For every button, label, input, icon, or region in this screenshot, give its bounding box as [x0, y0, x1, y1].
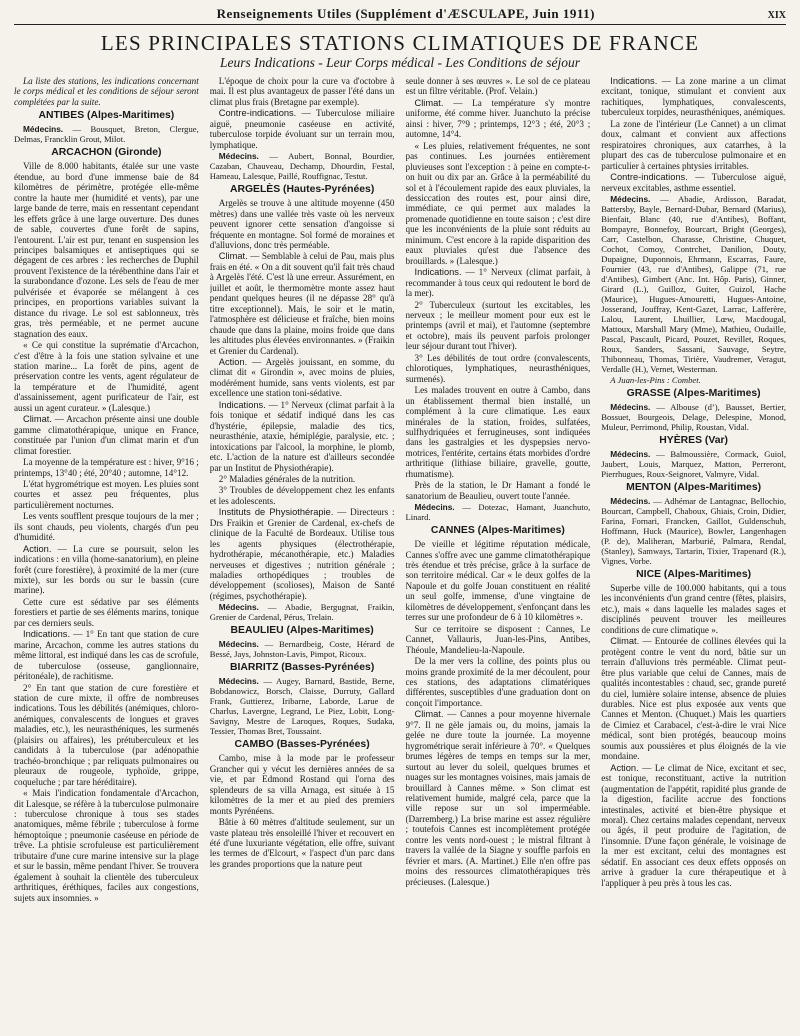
medecins-label: Médecins. [610, 401, 651, 412]
paragraph: Les vents soufflent presque toujours de la mer ; ils sont chauds, peu violents, chargés d'un peu d'humidité. [14, 511, 199, 543]
column-2 [210, 76, 395, 1028]
station-title-hyeres: HYÈRES (Var) [659, 434, 728, 446]
cambo-doctors [406, 502, 591, 522]
paragraph-text: — 1° Nerveux (climat parfait, à recommander à tous ceux qui redoutent le bord de la mer). [405, 267, 591, 299]
paragraph: 2° Maladies générales de la nutrition. [218, 473, 356, 484]
cannes-doctors [601, 194, 786, 374]
station-title-biarritz: BIARRITZ (Basses-Pyrénées) [229, 662, 375, 674]
paragraph: Argelès se trouve à une altitude moyenne (450 mètres) dans une vallée très vaste où les nerveux peuvent ignorer cette sensation d'angoisse si fréquente en montagne. Sol formé de moraines et d'alluvions, donc très perméable. [209, 198, 395, 250]
medecins-label: Médecins. [218, 639, 259, 650]
paragraph: « Ce qui constitue la suprématie d'Arcachon, c'est d'être à la fois une station sylvaine et une station marine... La forêt de pins, agent de préservation contre les vents, agent régulateur de la température et de l'humidité, agent d'assainissement, agent purificateur de l'air, est aussi un agent curateur. » (Lalesque.) [14, 340, 199, 413]
section-label: Action. [23, 543, 52, 554]
paragraph: Cette cure est sédative par ses éléments forestiers et partie de ses éléments marins, tonique par ces derniers seuls. [14, 596, 199, 628]
section-label: Contre-indications. [218, 108, 297, 119]
paragraph-text: — Cannes a pour moyenne hivernale 9°7. Il ne gèle jamais ou, du moins, jamais la gelée ne dure toute la journée. La moyenne hygrométrique serait inférieure à 70°. « Quelques brumes légères de temps en temps sur la mer, surtout au lever du soleil, quelques brumes et nuages sur les montagnes voisines, mais jamais de brouillard à Cannes même. » Son climat est relativement humide, malgré cela, parce que la ville repose sur un sol imperméable. (Darremberg.) La brise marine est assez régulière ; toutefois Cannes est incomplètement protégée contre les vents nord-ouest ; le mistral filtrant à travers la vallée de la Siagne y souffle parfois en février et mars. (A. Martinet.) Elle n'en offre pas moins des ressources climatothérapiques très précieuses. (Lalesque.) [405, 709, 591, 887]
action-section [14, 544, 199, 596]
paragraph: L'époque de choix pour la cure va d'octobre à mai. Il est plus avantageux de passer l'été dans un climat plus frais (Bretagne par exemple). [209, 76, 395, 107]
juan-les-pins-note: A Juan-les-Pins : Combet. [610, 374, 701, 385]
doctor-list: — Bousquet, Breton, Clergue, Delmas, Francklin Grout, Milot. [14, 124, 199, 145]
paragraph: Cambo, mise à la mode par le professeur Grancher qui y vécut les dernières années de sa vie, et par Edmond Rostand qui l'orna des splendeurs de sa villa Arnaga, est située à 15 kilomètres de la mer et au pied des premiers monts Pyrénéens. [209, 753, 395, 816]
doctor-list: — Augey, Barnard, Bastide, Berne, Bobdanowicz, Borsch, Claisse, Durruty, Gallard Frank, Guttierez, Iribarne, Laborde, Larue de Charlus, Lavergne, Legrand, Le Piez, Lobit, Long-Savigny, Mestre de Laroques, Roques, Sudaka, Tessier, Thomas Bret, Toussaint. [209, 676, 395, 737]
paragraph: La moyenne de la température est : hiver, 9°16 ; printemps, 13°40 ; été, 20°40 ; automne, 14°12. [14, 457, 199, 478]
medecins-label: Médecins. [610, 193, 651, 204]
running-header [14, 6, 786, 25]
paragraph: Sur ce territoire se disposent : Cannes, Le Cannet, Vallauris, Juan-les-Pins, Antibes, Théoule, Mandelieu-la-Napoule. [405, 623, 591, 655]
menton-doctors [601, 496, 786, 566]
contre-indications-section [210, 108, 395, 150]
paragraph: Près de la station, le Dr Hamant a fondé le sanatorium de Beaulieu, ouvert toute l'année. [405, 480, 591, 501]
indications-section [14, 629, 199, 681]
section-label: Climat. [414, 709, 444, 720]
doctor-list: — Abadie, Ardisson, Baradat, Battersby, Bayle, Bernard-Dubar, Bernard (Marius), Bienfait, Blanc (40, rue d'Antibes), Boffant, Bompayre, Bonnefoy, Bourcart, Bright (Georges), Carr, Castelbon, Charasse, Christine, Chuquet, Cochot, Comoy, Contrchet, Danilion, Douty, Dupaigne, Duponnois, Ehrmann, Escarras, Faure, Fournier (43, rue d'Antibes), Galippe (71, rue d'Antibes), Gimbert (Anc. Int. Hôp. Paris), Ginner, Girard (L.), Guilloz, Guiter, Guizol, Hache (Maurice), Hugues-Amouretti, Hugues-Antoine, Josserand, Jouffray, Kent-Gazet, Larrac, Lafferère, Lalou, Laurent, Lhuillier, Lœw, Macdougal, Mattoux, Marshall Mary (Mme), Mathieu, Oudaille, Pascal, Pascault, Picard, Pouzet, Revillet, Roques, Roux, Sanders, Sassani, Sauvage, Seytre, Thibonneau, Thomas, Tirière, Vaudremer, Veragut, Verdalle (H.), Vernet, Westerman. [601, 193, 786, 374]
medecins-label: Médecins. [610, 495, 651, 506]
paragraph: Ville de 8.000 habitants, étalée sur une vaste étendue, au bord d'une immense baie de 84 kilomètres de périmètre, protégée elle-même contre la haute mer (humidité et vents), par une large bande de terre, mais en ressentant cependant les effets grâce à une large ouverture. Des dunes de sable, couvertes d'une forêt de sapins, l'entourent. L'air est pur, tenant en suspension les principes balsamiques et antiseptiques qui se dégagent de ces arbres : les recherches de Duphil prouvent l'existence de la térébenthine dans l'air et la surabondance d'ozone. Les sels de l'eau de mer pulvérisée et évaporée se mélangent à ces principes, en proportions variables suivant la distance du rivage. Le sol est sablonneux, très gras, très perméable, et ne permet aucune stagnation des eaux. [14, 161, 199, 339]
paragraph: « Les pluies, relativement fréquentes, ne sont pas continues. Les journées entièrement pluvieuses sont l'exception : à peine en compte-t-on huit ou dix par an. Grâce à la perméabilité du sol et à l'écoulement rapide des eaux pluviales, la dessiccation des routes est, pour ainsi dire, immédiate, ce qui permet aux malades la promenade quotidienne en toute saison ; c'est dire que les inconvénients de la pluie sont réduits au minimum. C'est encore à la rapide disparition des eaux pluviales qu'est due l'absence des brouillards. » (Lalesque.) [405, 140, 591, 266]
running-title: Renseignements Utiles (Supplément d'ÆSCULAPE, Juin 1911) [216, 6, 595, 21]
columns [14, 76, 786, 1028]
paragraph-text: — La cure se poursuit, selon les indications : en villa (home-sanatorium), en pleine forêt (cure forestière), à proximité de la mer (cure mixte), sur les bords ou sur le bassin (cure marine). [14, 543, 199, 596]
section-label: Indications. [414, 267, 462, 278]
station-title-argeles: ARGELÈS (Hautes-Pyrénées) [229, 184, 375, 196]
doctor-list: — Dotezac, Hamant, Juanchuto, Linard. [405, 502, 591, 523]
climat-section [406, 98, 591, 140]
section-label: Action. [218, 356, 248, 367]
medecins-label: Médecins. [218, 676, 259, 687]
page-title: LES PRINCIPALES STATIONS CLIMATIQUES DE FRANCE [100, 31, 700, 55]
intro-note: La liste des stations, les indications concernant le corps médical et les conditions de séjour seront complétées par la suite. [14, 76, 199, 107]
action-section [601, 763, 786, 888]
paragraph-text: — 1° En tant que station de cure marine, Arcachon, comme les autres stations du même littoral, est indiqué dans les cas de scrofule, de tuberculose (osseuse, ganglionnaire, péritonéale), de rachitisme. [14, 629, 199, 682]
station-title-arcachon: ARCACHON (Gironde) [51, 147, 162, 159]
station-title-nice: NICE (Alpes-Maritimes) [636, 568, 752, 580]
paragraph: La zone de l'intérieur (Le Cannet) a un climat doux, calmant et convient aux affections respiratoires chroniques, aux catarrhes, à la plupart des cas de tuberculose pulmonaire et en particulier à certaines phtysies irritables. [601, 118, 786, 171]
hyeres-doctors [601, 449, 786, 479]
section-label: Instituts de Physiothérapie. [218, 507, 334, 518]
paragraph: Les malades trouvent en outre à Cambo, dans un établissement thermal bien installé, un complément à la cure climatique. Les eaux minérales de la station, froides, sulfatées, sulfhydriquées et ferrugineuses, sont indiquées dans les gastralgies et les dyspepsies nervo-motrices, l'entérite, certains états morbides d'ordre arthritique (lithiase biliaire, gravelle, goutte, rhumatisme). [405, 385, 591, 479]
section-label: Contre-indications. [610, 172, 688, 183]
contre-indications-section [601, 172, 786, 193]
climat-section [601, 636, 786, 761]
station-title-menton: MENTON (Alpes-Maritimes) [626, 481, 762, 493]
doctor-list: — Bernardbeig, Coste, Hérard de Bessé, Jays, Johnston-Lavis, Pimpot, Ricoux. [209, 639, 395, 660]
climat-section [406, 709, 591, 887]
indications-section [601, 76, 786, 118]
section-label: Climat. [414, 97, 444, 108]
paragraph: Superbe ville de 100.000 habitants, qui a tous les inconvénients d'un grand centre (fêtes, plaisirs, etc.), mais « dans laquelle les malades sages et disciplinés peuvent trouver les meilleures conditions de cure climatique ». [601, 582, 786, 635]
paragraph-text: — Le climat de Nice, excitant et sec, est tonique, reconstituant, active la nutrition (augmentation de l'appétit, rapidité plus grande de la digestion, facilite accrue des fonctions intestinales, activité et bien-être physique et moral). Chez certains malades cependant, nerveux ou âgés, il peut produire de l'agitation, de l'insomnie. D'une façon générale, le voisinage de la mer est excitant, celui des montagnes est sédatif. En associant ces deux effets opposés on arrive à graduer la cure thérapeutique et à l'appliquer à peu près à tous les cas. [601, 762, 786, 888]
indications-section [210, 400, 395, 473]
section-label: Indications. [218, 399, 266, 410]
doctor-list: — Balmoussière, Cormack, Guiol, Jaubert, Louis, Marquez, Matton, Perreront, Pierrhugues, Roux-Seignoret, Valmyre, Vidal. [601, 448, 786, 479]
medecins-label: Médecins. [218, 602, 259, 613]
paragraph: 2° Tuberculeux (surtout les excitables, les nerveux ; le meilleur moment pour eux est le printemps (avril et mai), et l'automne (septembre et octobre), mais ils peuvent parfois prolonger leur séjour durant tout l'hiver). [405, 299, 591, 352]
station-title-antibes: ANTIBES (Alpes-Maritimes) [38, 110, 175, 122]
antibes-doctors [14, 124, 199, 144]
institut-section [210, 507, 395, 601]
station-title-beaulieu: BEAULIEU (Alpes-Maritimes) [230, 625, 374, 637]
paragraph: 3° Les débilités de tout ordre (convalescents, chlorotiques, lymphatiques, neurasthéniques, surmenés). [405, 352, 591, 384]
medecins-label: Médecins. [23, 124, 64, 135]
section-label: Climat. [218, 251, 248, 262]
station-title-grasse: GRASSE (Alpes-Maritimes) [626, 387, 761, 399]
paragraph: « Mais l'indication fondamentale d'Arcachon, dit Lalesque, se réfère à la tuberculose pulmonaire : tuberculose chronique à tous ses stades anatomiques, même fébrile ; tuberculose à forme hémoptoïque ; pneumonie caséeuse en période de trêve. La phtisie scrofuleuse est particulièrement tributaire d'une cure marine intensive sur la plage et sur le bassin, même pendant l'hiver. Se trouvera également à souhait la clientèle des tuberculeux arthritiques, éréthiques, faciles aux congestions, sujets aux insomnies. » [14, 788, 199, 903]
paragraph-text: — 1° Nerveux (climat parfait à la fois tonique et sédatif indiqué dans les cas d'hystérie, épilepsie, maladie des tics, neurasthénie, ataxie, hémiplégie, paralysie, etc. ; intoxications par l'alcool, la morphine, le plomb, etc. L'action de la nature est d'ailleurs secondée par un Institut de Physiothérapie). [209, 399, 395, 473]
argeles-doctors [210, 602, 395, 622]
arcachon-doctors [210, 151, 395, 181]
paragraph-text: — La zone marine a un climat excitant, tonique, stimulant et convient aux rachitiques, lymphatiques, convalescents, tuberculeux torpides, neurasthéniques, anémiques. [601, 76, 786, 118]
paragraph-text: — Directeurs : Drs Fraikin et Grenier de Cardenal, ex-chefs de clinique de la Faculté de Bordeaux. Utilise tous les agents physiques (électrothérapie, hydrothérapie, mécanothérapie, etc.) Maladies nerveuses et digestives ; nutrition générale ; maladies orthopédiques ; troubles de développement (scolioses), Maison de Santé (régimes, psychothérapie). [209, 507, 395, 601]
column-3 [406, 76, 591, 1028]
section-label: Climat. [610, 636, 640, 647]
paragraph: L'état hygrométrique est moyen. Les pluies sont courtes et assez peu fréquentes, plus particulièrement nocturnes. [14, 478, 199, 510]
section-label: Climat. [23, 414, 52, 425]
section-label: Indications. [610, 76, 658, 86]
section-label: Action. [610, 762, 639, 773]
paragraph-text: — Argelès jouissant, en somme, du climat dit « Girondin », avec moins de pluies, modérément humide, sans vents violents, est par excellence une station toni-sédative. [209, 356, 395, 399]
page-number: XIX [767, 10, 786, 21]
page-subtitle: Leurs Indications - Leur Corps médical - Les Conditions de séjour [220, 55, 580, 70]
paragraph-text: — La température s'y montre uniforme, été comme hiver. Juanchuto la précise ainsi : hiver, 7°9 ; printemps, 12°3 ; été, 20°3 ; automne, 14°4. [405, 97, 591, 140]
paragraph-text: — Entourée de collines élevées qui la protègent contre le vent du nord, bâtie sur un terrain d'alluvions très perméable. Climat peut-être plus variable que celui de Cannes, mais de qualités incontestables : chaud, sec, grande pureté du ciel, lumière solaire intense, absence de pluies durables. Nice est plus exposée aux vents que Cannes et Menton. (Chuquet.) Mais les quartiers de Cimiez et Carabacel, c'est-à-dire le vrai Nice médical, sont bien protégés, beaucoup moins soumis aux poussières et plus éloignés de la vie mondaine. [601, 636, 786, 762]
paragraph-text: — Arcachon présente ainsi une double gamme climatothérapique, unique en France, constituée par l'union d'un climat marin et d'un climat forestier. [14, 414, 199, 456]
action-section [210, 357, 395, 399]
paragraph: Bâtie à 60 mètres d'altitude seulement, sur un vaste plateau très ensoleillé l'hiver et recouvert en été d'une luxuriante végétation, elle offre, suivant les termes de d'Elcourt, « l'aspect d'un parc dans les grandes proportions que la nature peut [209, 817, 395, 869]
column-4 [601, 76, 786, 1028]
column-1 [14, 76, 199, 1028]
paragraph-text: — Tuberculose miliaire aiguë, pneumonie caséeuse en activité, tuberculose torpide évoluant sur un terrain mou, lymphatique. [209, 108, 395, 150]
station-title-cannes: CANNES (Alpes-Maritimes) [430, 525, 565, 537]
medecins-label: Médecins. [218, 151, 259, 162]
paragraph: De la mer vers la colline, des points plus ou moins grande proximité de la mer découlent, pour ces stations, des adaptations climatériques différentes, susceptibles d'une graduation dont on conçoit l'importance. [405, 656, 591, 708]
climat-section [210, 251, 395, 356]
paragraph-text: — Semblable à celui de Pau, mais plus frais en été. « On a dit souvent qu'il fait très chaud à Argelès l'été. C'est là une erreur. Assurément, en juillet et août, le thermomètre monte assez haut pendant quelques heures (il ne dépasse 28° qu'à titre exceptionnel). Mais, le soir et le matin, l'atmosphère est délicieuse et fraîche, bien moins chaude que dans la plaine, moins froide que dans les altitudes plus élevées environnantes. » (Fraikin et Grenier du Cardenal). [209, 251, 395, 356]
paragraph-text: — Tuberculose aiguë, nerveux excitables, asthme essentiel. [601, 172, 786, 193]
section-label: Indications. [23, 629, 71, 640]
doctor-list: — Albouse (dʼ), Bausset, Bertier, Bossuet, Bourgeois, Delage, Delespine, Monod, Muleur, Perrimond, Philip, Roustan, Vidal. [601, 401, 786, 432]
doctor-list: — Aubert, Bonnal, Bourdier, Cazaban, Chauveau, Dechamp, Dhourdin, Festal, Hameau, Lalesque, Paillé, Rouffignac, Testut. [209, 151, 395, 182]
beaulieu-doctors [210, 639, 395, 659]
medecins-label: Médecins. [610, 448, 651, 459]
station-title-cambo: CAMBO (Basses-Pyrénées) [234, 739, 370, 751]
biarritz-doctors [210, 676, 395, 736]
grasse-doctors [601, 402, 786, 432]
doctor-list: — Abadie, Bergugnat, Fraikin, Grenier de Cardenal, Pérus, Trelain. [209, 602, 395, 623]
indications-section [406, 267, 591, 298]
doctor-list: — Adhémar de Lantagnac, Bellochio, Bourcart, Campbell, Chaboux, Ghiais, Croin, Didier, Farina, Fornari, Francken, Gaillot, Guldenschuh, Hoffmann, Huck (Maurice), Bowler, Langenhagen (P. de), Maliheran, Marburié, Palmara, Rendal, (Stanley), Samways, Tartarin, Tixier, Trapenard (R.), Vignes, Vorbe. [601, 495, 786, 566]
paragraph: 3° Troubles de développement chez les enfants et les adolescents. [209, 485, 395, 506]
paragraph: seule donner à ses œuvres ». Le sol de ce plateau est un filtre véritable. (Prof. Velain.) [405, 76, 591, 97]
medecins-label: Médecins. [414, 502, 455, 513]
paragraph: 2° En tant que station de cure forestière et station de cure mixte, il offre de nombreuses indications. Tous les débilités (anémiques, chloro-anémiques, convalescents de longues et graves maladies, etc.), les neurasthéniques, les surmenés (plaisirs ou affaires), les prétuberculeux et les candidats à la tuberculose (par adénopathie trachéo-bronchique ; par reliquats pulmonaires ou pleuraux de rougeole, typhoïde, grippe, coqueluche ; par tare héréditaire). [14, 682, 199, 787]
paragraph: De vieille et légitime réputation médicale, Cannes s'offre avec une gamme climatothérapique très étendue et très précise, grâce à la surface de son territoire médical. Car « le deux golfes de la Napoule et du golfe Jouan constituent en réalité un seul golfe, immense, d'une vingtaine de kilomètres de développement, s'enfonçant dans les terres sur une profondeur de 6 à 10 kilomètres ». [405, 539, 591, 623]
climat-section [14, 414, 199, 456]
